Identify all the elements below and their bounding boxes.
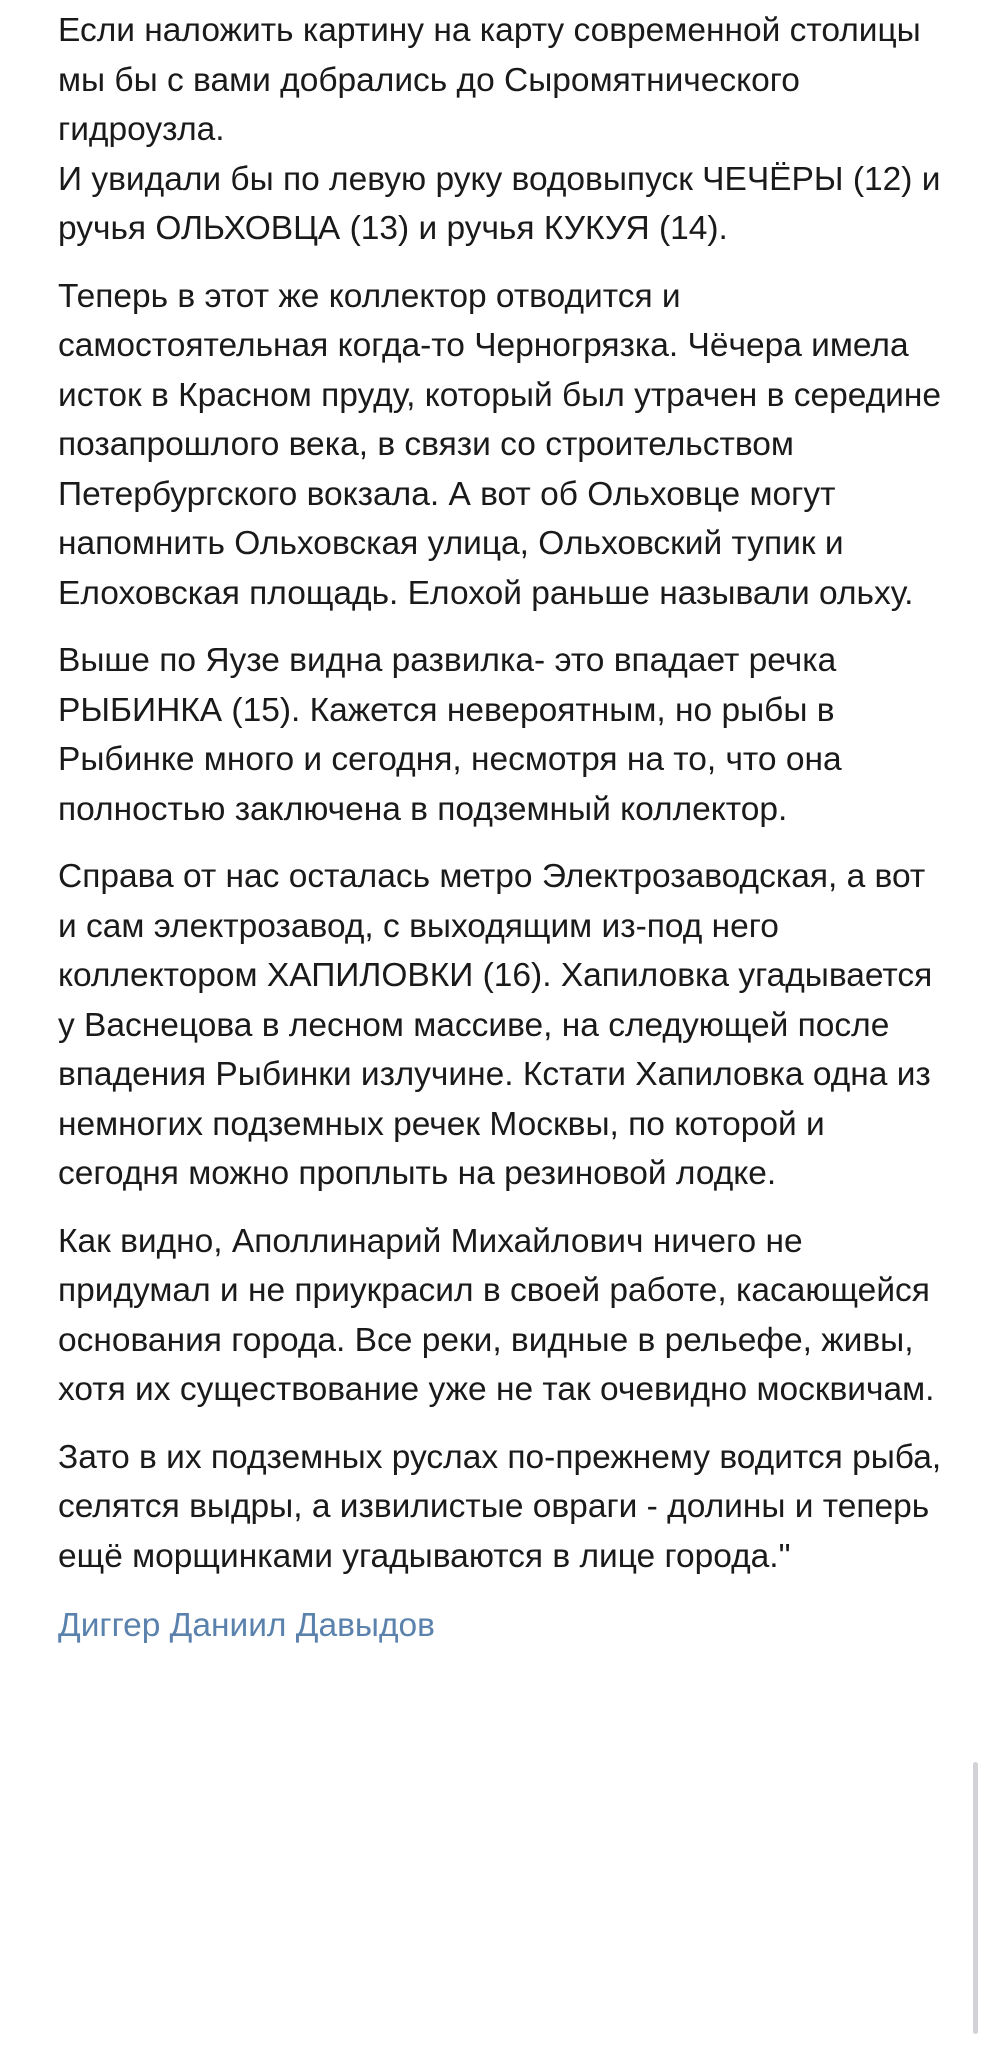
scrollbar-thumb[interactable] [973,1762,978,2034]
post-paragraph-5: Как видно, Аполлинарий Михайлович ничего не придумал и не приукрасил в своей работе, касающейся основания города. Все реки, видные в рельефе, живы, хотя их существование уже не так очевидно москвичам. [58,1222,935,1408]
post-paragraph-6: Зато в их подземных руслах по-прежнему водится рыба, селятся выдры, а извилистые овраги - долины и теперь ещё морщинками угадываются в лице города." [58,1438,942,1575]
post-text [58,6,944,1581]
post-paragraph-3: Выше по Яузе видна развилка- это впадает речка РЫБИНКА (15). Кажется невероятным, но рыбы в Рыбинке много и сегодня, несмотря на то, что она полностью заключена в подземный коллектор. [58,642,842,828]
post-paragraph-2: Теперь в этот же коллектор отводится и самостоятельная когда-то Черногрязка. Чёчера имела исток в Красном пруду, который был утрачен в середине позапрошлого века, в связи со строительством Петербургского вокзала. А вот об Ольховце могут напомнить Ольховская улица, Ольховский тупик и Елоховская площадь. Елохой раньше называли ольху. [58,277,942,612]
post-paragraph-4: Справа от нас осталась метро Электрозаводская, а вот и сам электрозавод, с выходящим из-под него коллектором ХАПИЛОВКИ (16). Хапиловка угадывается у Васнецова в лесном массиве, на следующей после впадения Рыбинки излучине. Кстати Хапиловка одна из немногих подземных речек Москвы, по которой и сегодня можно проплыть на резиновой лодке. [58,858,933,1192]
post-paragraph-1: Если наложить картину на карту современной столицы мы бы с вами добрались до Сыромятнического гидроузла. И увидали бы по левую руку водовыпуск ЧЕЧЁРЫ (12) и ручья ОЛЬХОВЦА (13) и ручья КУКУЯ (14). [58,12,941,247]
author-link[interactable]: Диггер Даниил Давыдов [58,1607,435,1644]
